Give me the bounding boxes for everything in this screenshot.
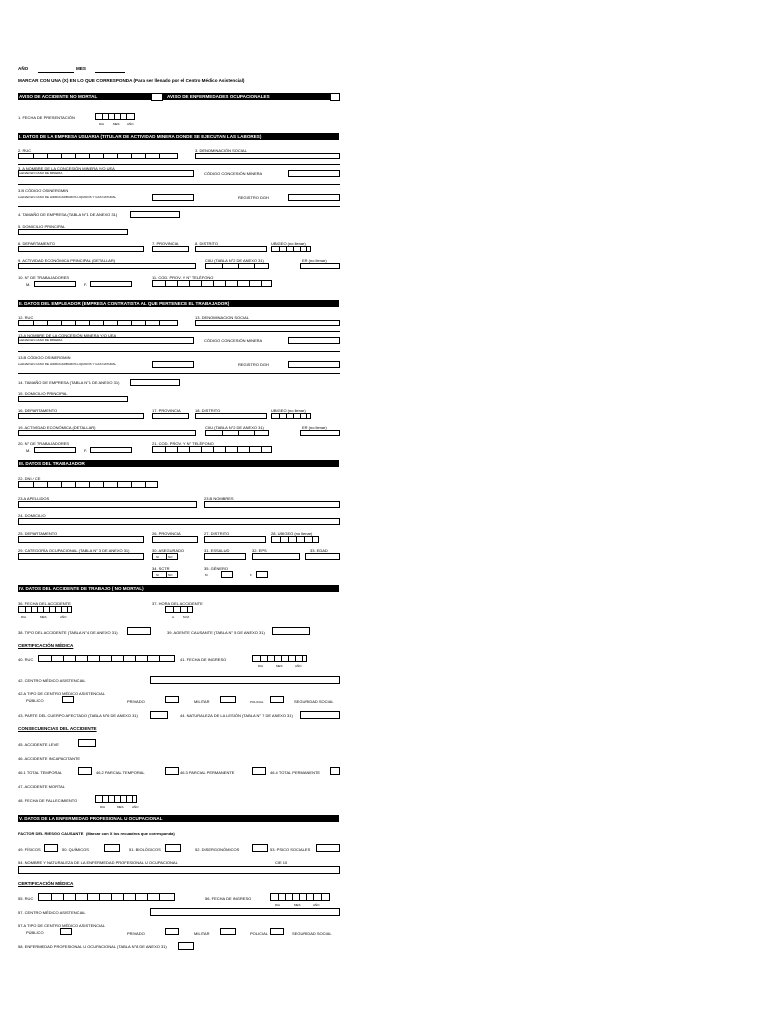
- registro-dgh-label: REGISTRO DGH: [238, 195, 269, 200]
- m-label: M.: [26, 448, 31, 453]
- codigo-concesion-field[interactable]: [288, 337, 340, 344]
- fecha-ingreso-label: 41. FECHA DE INGRESO: [180, 657, 227, 662]
- actividad-label: 9. ACTIVIDAD ECONÓMICA PRINCIPAL (DETALLAR): [18, 258, 116, 263]
- section-4-title: IV. DATOS DEL ACCIDENTE DE TRABAJO ( NO MORTAL): [19, 586, 144, 591]
- fecha-fallecimiento-field[interactable]: [95, 795, 137, 803]
- section-2-title: II. DATOS DEL EMPLEADOR (EMPRESA CONTRATISTA AL QUE PERTENECE EL TRABAJADOR): [19, 301, 230, 306]
- anio-label-small: AÑO: [313, 903, 320, 907]
- cod-telefono-label: 11. COD. PROV. Y N° TELÉFONO: [152, 275, 214, 280]
- codigo-osinergmin-label: 3.B CÓDIGO OSINERGMIN: [18, 188, 69, 193]
- privado-checkbox[interactable]: [165, 928, 179, 935]
- section-5-title: V. DATOS DE LA ENFERMEDAD PROFESIONAL U OCUPACIONAL: [19, 816, 163, 821]
- departamento-label: 6. DEPARTAMENTO: [18, 241, 56, 246]
- distrito-field[interactable]: [195, 246, 267, 252]
- tamano-label: 4. TAMAÑO DE EMPRESA (TABLA N°1 DE ANEXO 31): [18, 212, 118, 217]
- ciiu-label: CIIU (TABLA N°2 DE ANEXO 31): [205, 258, 264, 263]
- concesion-field[interactable]: [18, 337, 194, 344]
- actividad-field[interactable]: [18, 263, 196, 269]
- disergonomicos-checkbox[interactable]: [252, 844, 268, 852]
- categoria-label: 29. CATEGORÍA OCUPACIONAL (TABLA N° 3 DE ANEXO 31): [18, 548, 130, 553]
- tipo-centro-label: 57.A TIPO DE CENTRO MÉDICO ASISTENCIAL: [18, 923, 106, 928]
- total-permanente-label: 46.4 TOTAL PERMANENTE: [270, 770, 321, 775]
- certificacion-medica-title: CERTIFICACIÓN MÉDICA: [18, 643, 74, 648]
- parcial-temporal-label: 46.2 PARCIAL TEMPORAL: [96, 770, 145, 775]
- codigo-osinergmin-sub: LLENAR EN CASO DE HIDROCARBUROS LIQUIDOS Y GAS NATURAL: [18, 362, 117, 366]
- centro-medico-label: 42. CENTRO MÉDICO ASISTENCIAL: [18, 678, 86, 683]
- publico-label: PÚBLICO: [26, 698, 44, 703]
- divider: [18, 331, 340, 332]
- denominacion-field[interactable]: [195, 153, 340, 159]
- divider: [18, 206, 340, 207]
- mes-label-small: MES: [294, 903, 301, 907]
- total-permanente-checkbox[interactable]: [330, 767, 340, 775]
- denominacion-label: 13. DENOMINACION SOCIAL: [195, 315, 250, 320]
- f-label: F.: [84, 448, 88, 453]
- sctr-si: SI: [156, 573, 159, 577]
- departamento-label: 16. DEPARTAMENTO: [18, 408, 58, 413]
- domicilio-field[interactable]: [18, 229, 128, 235]
- biologicos-label: 51. BIOLÓGICOS: [129, 847, 161, 852]
- anio-label: AÑO: [18, 66, 29, 71]
- ciiu-label: CIIU (TABLA N°2 DE ANEXO 31): [205, 425, 264, 430]
- concesion-label: 13.A NOMBRE DE LA CONCESIÓN MINERA Y/O UEA: [18, 333, 117, 338]
- asegurado-si: SI: [156, 555, 159, 559]
- ciiu-field[interactable]: [205, 430, 269, 436]
- trabajadores-f-field[interactable]: [90, 447, 132, 453]
- er-field[interactable]: [300, 263, 340, 269]
- anio-label-small: AÑO: [127, 122, 134, 126]
- codigo-osinergmin-field[interactable]: [152, 194, 194, 201]
- telefono-field[interactable]: [152, 280, 272, 287]
- registro-dgh-field[interactable]: [288, 361, 340, 368]
- mes-label: MES: [76, 66, 86, 71]
- ubigeo-field[interactable]: [271, 246, 311, 252]
- section-5-header: [18, 815, 339, 822]
- centro-medico-field[interactable]: [150, 908, 340, 916]
- accidente-leve-checkbox[interactable]: [78, 739, 96, 747]
- fecha-accidente-field[interactable]: [18, 606, 72, 613]
- instruction: MARCAR CON UNA (X) EN LO QUE CORRESPONDA (Para ser llenado por el Centro Médico Asistencial): [18, 78, 245, 83]
- tipo-centro-label: 42.A TIPO DE CENTRO MÉDICO ASISTENCIAL: [18, 691, 106, 696]
- hora-accidente-field[interactable]: [165, 606, 193, 613]
- seguridad-social-label: SEGURIDAD SOCIAL: [294, 699, 334, 704]
- nombres-label: 23.B NOMBRES: [204, 496, 234, 501]
- asegurado-label: 30. ASEGURADO: [152, 548, 185, 553]
- publico-checkbox[interactable]: [62, 696, 74, 703]
- ruc-label: 12. RUC: [18, 315, 34, 320]
- certificacion-medica-title: CERTIFICACIÓN MÉDICA: [18, 881, 74, 886]
- dni-label: 22. DNI / CE: [18, 476, 41, 481]
- genero-m: M: [205, 573, 208, 577]
- cie-label: CIE 10: [275, 860, 288, 865]
- fisicos-label: 49. FÍSICOS: [18, 847, 41, 852]
- dia-label: DIA: [99, 122, 105, 126]
- top-bar: [18, 93, 339, 100]
- ruc-medico-label: 40. RUC: [18, 657, 34, 662]
- departamento-label: 25. DEPARTAMENTO: [18, 531, 58, 536]
- er-label: ER (no llenar): [302, 258, 327, 263]
- asegurado-no: NO: [168, 555, 173, 559]
- eps-label: 32. EPS: [252, 548, 267, 553]
- mes-label-small: MES: [40, 615, 47, 619]
- mes-line[interactable]: [95, 72, 125, 73]
- distrito-field[interactable]: [204, 536, 266, 543]
- policial-checkbox[interactable]: [270, 928, 284, 935]
- trabajadores-m-field[interactable]: [34, 281, 76, 287]
- essalud-label: 31. ESSALUD: [204, 548, 230, 553]
- domicilio-label: 5. DOMICILIO PRINCIPAL: [18, 224, 66, 229]
- fecha-ingreso-field[interactable]: [252, 655, 307, 662]
- trabajadores-label: 10. N° DE TRABAJADORES: [18, 275, 70, 280]
- domicilio-field[interactable]: [18, 396, 128, 402]
- policial-label: POLICIAL: [250, 700, 264, 704]
- militar-checkbox[interactable]: [220, 928, 236, 935]
- militar-checkbox[interactable]: [220, 696, 236, 703]
- divider: [18, 164, 340, 165]
- codigo-concesion-label: CÓDIGO CONCESIÓN MINERA: [204, 338, 263, 343]
- genero-m-checkbox[interactable]: [221, 571, 233, 578]
- f-label: F.: [84, 282, 88, 287]
- ruc-medico-label: 55. RUC: [18, 896, 34, 901]
- quimicos-label: 50. QUÍMICOS: [62, 847, 89, 852]
- concesion-sub: LLENAR EN CASO DE MINERIA: [18, 338, 63, 342]
- ruc-medico-field[interactable]: [38, 655, 175, 662]
- am-label: A: [172, 615, 175, 619]
- seguridad-social-label: SEGURIDAD SOCIAL: [292, 931, 332, 936]
- agente-causante-field[interactable]: [272, 627, 310, 635]
- genero-label: 35. GÉNERO: [204, 566, 229, 571]
- distrito-field[interactable]: [195, 413, 267, 419]
- aviso-enfermedad-checkbox[interactable]: [330, 93, 340, 101]
- divider: [18, 184, 340, 185]
- privado-checkbox[interactable]: [165, 696, 179, 703]
- dia-label: DIA: [275, 903, 281, 907]
- m-label: M.: [26, 282, 31, 287]
- distrito-label: 8. DISTRITO: [195, 241, 219, 246]
- biologicos-checkbox[interactable]: [165, 844, 181, 852]
- mes-label-small: MES: [276, 664, 283, 668]
- parte-cuerpo-label: 43. PARTE DEL CUERPO AFECTADO (TABLA N°6 DE ANEXO 31): [18, 713, 138, 718]
- telefono-field[interactable]: [152, 446, 272, 453]
- pm-label: M.M: [183, 615, 189, 619]
- privado-label: PRIVADO: [127, 931, 145, 936]
- factor-riesgo-note: (Marcar con X los recuadros que corresponda): [86, 831, 175, 836]
- dni-field[interactable]: [18, 481, 158, 488]
- actividad-label: 19. ACTIVIDAD ECONÓMICA (DETALLAR): [18, 425, 96, 430]
- disergonomicos-label: 52. DISERGONÓMICOS: [195, 847, 240, 852]
- ciiu-field[interactable]: [205, 263, 269, 269]
- trabajadores-label: 20. N° DE TRABAJADORES: [18, 441, 70, 446]
- provincia-label: 26. PROVINCIA: [152, 531, 181, 536]
- mes-label-small: MES: [113, 122, 120, 126]
- concesion-label: 3. A NOMBRE DE LA CONCESIÓN MINERA Y/O UEA: [18, 166, 115, 171]
- mes-label-small: MES: [117, 805, 124, 809]
- parte-cuerpo-field[interactable]: [150, 711, 168, 719]
- psicosociales-label: 53. PSICO SOCIALES: [270, 847, 311, 852]
- concesion-sub: LLENAR EN CASO DE MINERIA: [18, 171, 63, 175]
- essalud-field[interactable]: [204, 553, 246, 560]
- cod-telefono-label: 21. COD. PROV. Y N° TELÉFONO: [152, 441, 214, 446]
- provincia-label: 7. PROVINCIA: [152, 241, 179, 246]
- section-3-title: III. DATOS DEL TRABAJADOR: [19, 461, 85, 466]
- aviso-accidente-label: AVISO DE ACCIDENTE NO MORTAL: [19, 94, 98, 99]
- enfermedad-profesional-label: 58. ENFERMEDAD PROFESIONAL U OCUPACIONAL (TABLA N°8 DE ANEXO 31): [18, 944, 167, 949]
- aviso-enfermedad-label: AVISO DE ENFERMEDADES OCUPACIONALES: [167, 94, 270, 99]
- anio-label-small: AÑO: [295, 664, 302, 668]
- aviso-accidente-checkbox[interactable]: [151, 93, 163, 101]
- privado-label: PRIVADO: [127, 699, 145, 704]
- trabajadores-m-field[interactable]: [34, 447, 76, 453]
- section-1-header: [18, 133, 339, 140]
- departamento-field[interactable]: [18, 413, 144, 419]
- tipo-accidente-label: 38. TIPO DEL ACCIDENTE (TABLA N°4 DE ANEXO 31): [18, 630, 118, 635]
- codigo-concesion-label: CÓDIGO CONCESIÓN MINERA: [204, 171, 263, 176]
- nombres-field[interactable]: [204, 501, 340, 508]
- dia-label: DIA: [100, 805, 106, 809]
- enfermedad-profesional-field[interactable]: [178, 942, 194, 950]
- centro-medico-field[interactable]: [150, 676, 340, 684]
- denominacion-label: 3. DENOMINACIÓN SOCIAL: [195, 148, 247, 153]
- genero-f-checkbox[interactable]: [256, 571, 268, 578]
- accidente-leve-label: 45. ACCIDENTE LEVE: [18, 742, 59, 747]
- actividad-field[interactable]: [18, 430, 196, 436]
- naturaleza-lesion-label: 44. NATURALEZA DE LA LESIÓN (TABLA N° 7 DE ANEXO 31): [180, 713, 293, 718]
- militar-label: MILITAR: [194, 931, 210, 936]
- anio-label-small: AÑO: [132, 805, 139, 809]
- tamano-field[interactable]: [130, 211, 180, 218]
- hora-accidente-label: 37. HORA DEL ACCIDENTE: [152, 601, 203, 606]
- apellidos-field[interactable]: [18, 501, 197, 508]
- genero-f: F: [250, 573, 252, 577]
- departamento-field[interactable]: [18, 536, 144, 543]
- ubigeo-field[interactable]: [271, 536, 319, 543]
- provincia-field[interactable]: [152, 413, 189, 419]
- ruc-field[interactable]: [18, 320, 178, 326]
- er-field[interactable]: [300, 430, 340, 436]
- concesion-field[interactable]: [18, 170, 194, 177]
- policial-label: POLICIAL: [250, 931, 269, 936]
- factor-riesgo-label: FACTOR DEL RIESGO CAUSANTE: [18, 831, 84, 836]
- fisicos-checkbox[interactable]: [44, 844, 58, 852]
- codigo-osinergmin-label: 13.B CÓDIGO OSINERGMIN: [18, 355, 71, 360]
- parcial-permanente-label: 46.3 PARCIAL PERMANENTE: [180, 770, 235, 775]
- sctr-label: 34. SCTR: [152, 566, 170, 571]
- codigo-concesion-field[interactable]: [288, 170, 340, 177]
- edad-label: 33. EDAD: [310, 548, 328, 553]
- distrito-label: 27. DISTRITO: [204, 531, 230, 536]
- publico-label: PÚBLICO: [26, 930, 44, 935]
- quimicos-checkbox[interactable]: [104, 844, 120, 852]
- apellidos-label: 23.A APELLIDOS: [18, 496, 50, 501]
- tamano-field[interactable]: [130, 379, 180, 386]
- fecha-presentacion-field[interactable]: [95, 113, 135, 120]
- tipo-accidente-field[interactable]: [127, 627, 151, 635]
- anio-label-small: AÑO: [60, 615, 67, 619]
- codigo-osinergmin-sub: LLENAR EN CASO DE HIDROCARBUROS LIQUIDOS Y GAS NATURAL: [18, 195, 117, 199]
- fecha-fallecimiento-label: 48. FECHA DE FALLECIMIENTO: [18, 798, 78, 803]
- militar-label: MILITAR: [194, 699, 210, 704]
- nombre-enfermedad-label: 54. NOMBRE Y NATURALEZA DE LA ENFERMEDAD PROFESIONAL U OCUPACIONAL: [18, 860, 178, 865]
- provincia-field[interactable]: [152, 246, 189, 252]
- domicilio-label: 15. DOMICILIO PRINCIPAL: [18, 391, 68, 396]
- section-3-header: [18, 460, 339, 467]
- codigo-osinergmin-field[interactable]: [152, 361, 194, 368]
- eps-field[interactable]: [252, 553, 300, 560]
- total-temporal-checkbox[interactable]: [78, 767, 92, 775]
- ruc-field[interactable]: [18, 153, 178, 159]
- fecha-ingreso-label: 56. FECHA DE INGRESO: [205, 896, 252, 901]
- divider: [18, 351, 340, 352]
- section-2-header: [18, 300, 339, 307]
- accidente-mortal-label: 47. ACCIDENTE MORTAL: [18, 784, 65, 789]
- psicosociales-checkbox[interactable]: [316, 844, 340, 852]
- ubigeo-label: UBIGEO (no llenar): [271, 241, 306, 246]
- anio-line[interactable]: [38, 72, 74, 73]
- section-1-title: I. DATOS DE LA EMPRESA USUARIA (TITULAR DE ACTIVIDAD MINERA DONDE SE EJECUTAN LAS LABORES): [19, 134, 262, 139]
- departamento-field[interactable]: [18, 246, 144, 252]
- naturaleza-lesion-field[interactable]: [300, 711, 340, 719]
- domicilio-field[interactable]: [18, 518, 340, 525]
- tamano-label: 14. TAMAÑO DE EMPRESA (TABLA N°1 DE ANEXO 31): [18, 380, 120, 385]
- categoria-field[interactable]: [18, 553, 144, 560]
- ruc-medico-field[interactable]: [38, 893, 175, 901]
- registro-dgh-label: REGISTRO DGH: [238, 362, 269, 367]
- provincia-field[interactable]: [152, 536, 198, 543]
- total-temporal-label: 46.1 TOTAL TEMPORAL: [18, 770, 63, 775]
- agente-causante-label: 39. AGENTE CAUSANTE (TABLA N° 5 DE ANEXO 31): [167, 630, 265, 635]
- accidente-incapacitante-label: 46. ACCIDENTE INCAPACITANTE: [18, 756, 81, 761]
- policial-checkbox[interactable]: [270, 696, 284, 703]
- fecha-presentacion-label: 1. FECHA DE PRESENTACIÓN: [18, 115, 75, 120]
- edad-field[interactable]: [305, 553, 340, 560]
- denominacion-field[interactable]: [195, 320, 340, 326]
- fecha-ingreso-field[interactable]: [270, 893, 330, 901]
- centro-medico-label: 57. CENTRO MÉDICO ASISTENCIAL: [18, 910, 86, 915]
- dia-label: DIA: [258, 664, 264, 668]
- ubigeo-label: 28. UBIGEO (no llenar): [271, 531, 313, 536]
- ubigeo-label: UBIGEO (no llenar): [271, 408, 306, 413]
- er-label: ER (no llenar): [302, 425, 327, 430]
- fecha-accidente-label: 36. FECHA DEL ACCIDENTE: [18, 601, 71, 606]
- provincia-label: 17. PROVINCIA: [152, 408, 181, 413]
- ubigeo-field[interactable]: [271, 413, 311, 419]
- domicilio-label: 24. DOMICILIO: [18, 513, 46, 518]
- sctr-no: NO: [168, 573, 173, 577]
- dia-label: DIA: [21, 615, 27, 619]
- section-4-header: [18, 585, 339, 592]
- publico-checkbox[interactable]: [60, 928, 72, 935]
- parcial-permanente-checkbox[interactable]: [252, 767, 266, 775]
- ruc-label: 2. RUC: [18, 148, 32, 153]
- nombre-enfermedad-field[interactable]: [18, 866, 340, 874]
- divider: [18, 373, 340, 374]
- consecuencias-title: CONSECUENCIAS DEL ACCIDENTE: [18, 726, 97, 731]
- parcial-temporal-checkbox[interactable]: [165, 767, 179, 775]
- distrito-label: 18. DISTRITO: [195, 408, 221, 413]
- registro-dgh-field[interactable]: [288, 194, 340, 201]
- trabajadores-f-field[interactable]: [90, 281, 132, 287]
